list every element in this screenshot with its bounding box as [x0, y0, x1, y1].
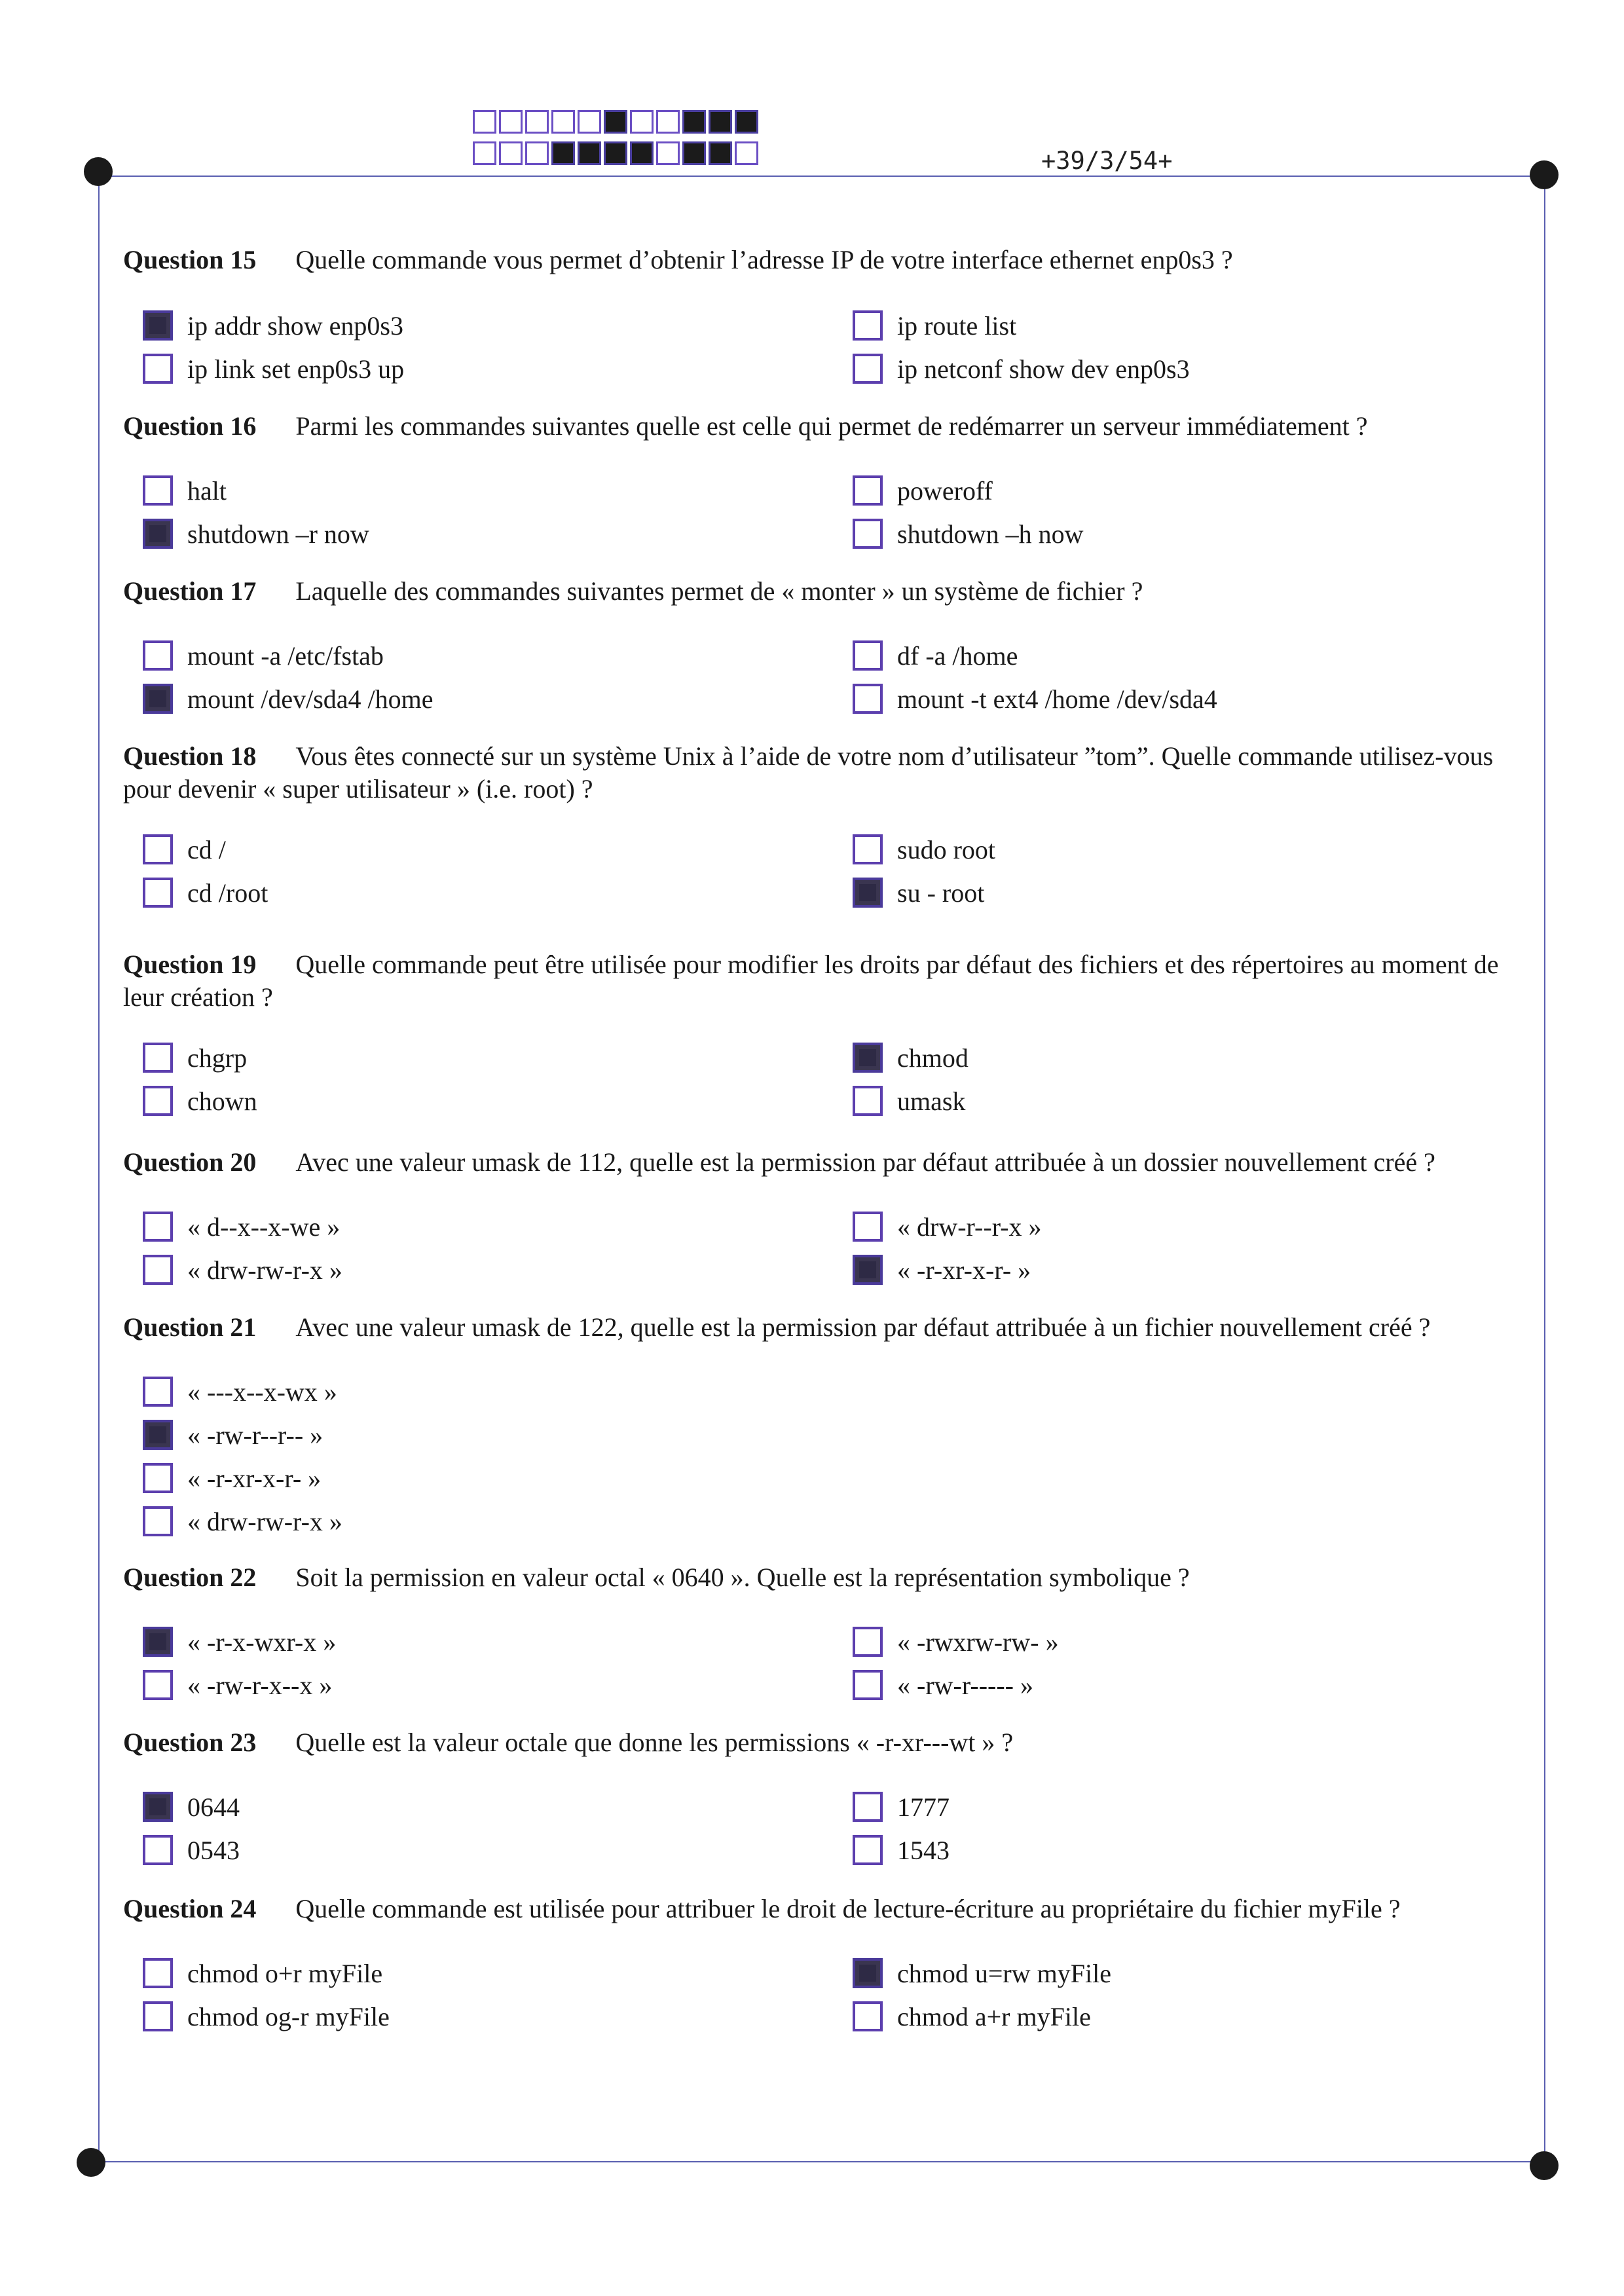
question-stem: Quelle commande peut être utilisée pour modifier les droits par défaut des fichiers et des répertoires au moment de leur création ? — [123, 950, 1499, 1012]
answer-option[interactable] — [143, 1040, 247, 1075]
answer-checkbox-checked[interactable] — [143, 1420, 173, 1450]
answer-text: 0543 — [187, 1835, 240, 1865]
question-label: Question 16 — [123, 411, 257, 441]
code-cell — [682, 110, 706, 134]
answer-checkbox[interactable] — [853, 834, 883, 864]
answer-checkbox[interactable] — [853, 1086, 883, 1116]
answer-option[interactable] — [853, 1209, 1042, 1244]
question-23 — [123, 1726, 1528, 1759]
answer-checkbox[interactable] — [853, 1792, 883, 1822]
answer-checkbox[interactable] — [853, 684, 883, 714]
answer-option[interactable] — [853, 516, 1083, 551]
registration-mark-top-right — [1530, 160, 1559, 189]
answer-checkbox-checked[interactable] — [143, 1627, 173, 1657]
answer-text: chmod — [897, 1043, 969, 1073]
answer-option[interactable] — [853, 1083, 965, 1119]
answer-option[interactable] — [143, 1417, 323, 1453]
answer-text: chmod u=rw myFile — [897, 1958, 1111, 1988]
answer-option[interactable] — [853, 351, 1190, 386]
answer-option[interactable] — [143, 1252, 342, 1287]
answer-checkbox[interactable] — [143, 1958, 173, 1988]
answer-text: df -a /home — [897, 640, 1018, 671]
question-21 — [123, 1311, 1528, 1344]
answer-checkbox[interactable] — [143, 1835, 173, 1865]
question-16 — [123, 410, 1528, 443]
registration-mark-top-left — [84, 157, 113, 186]
answer-checkbox[interactable] — [143, 475, 173, 506]
question-stem: Parmi les commandes suivantes quelle est celle qui permet de redémarrer un serveur immédiatement ? — [295, 411, 1368, 441]
question-18 — [123, 740, 1528, 805]
question-20 — [123, 1146, 1528, 1179]
answer-option[interactable] — [143, 638, 384, 673]
answer-option[interactable] — [853, 1040, 969, 1075]
question-stem: Soit la permission en valeur octal « 0640 ». Quelle est la représentation symbolique ? — [295, 1563, 1190, 1592]
code-cell — [709, 110, 732, 134]
question-stem: Laquelle des commandes suivantes permet de « monter » un système de fichier ? — [295, 576, 1143, 606]
frame-right-line — [1544, 176, 1545, 2162]
code-cell — [735, 141, 758, 165]
code-cell — [473, 141, 496, 165]
answer-text: « d--x--x-we » — [187, 1212, 341, 1242]
answer-checkbox[interactable] — [143, 1255, 173, 1285]
answer-checkbox[interactable] — [143, 1043, 173, 1073]
registration-mark-bottom-left — [77, 2148, 105, 2177]
answer-text: su - root — [897, 878, 985, 908]
answer-option[interactable] — [143, 1083, 257, 1119]
question-stem: Quelle commande est utilisée pour attribuer le droit de lecture-écriture au propriétaire du fichier myFile ? — [295, 1894, 1401, 1923]
answer-checkbox[interactable] — [853, 1212, 883, 1242]
answer-checkbox[interactable] — [143, 878, 173, 908]
question-22 — [123, 1561, 1528, 1594]
code-cell — [604, 141, 627, 165]
question-stem: Avec une valeur umask de 112, quelle est la permission par défaut attribuée à un dossier nouvellement créé ? — [295, 1147, 1435, 1177]
code-cell — [709, 141, 732, 165]
answer-option[interactable] — [143, 473, 227, 508]
answer-checkbox[interactable] — [143, 1212, 173, 1242]
answer-option[interactable] — [143, 1209, 340, 1244]
answer-checkbox[interactable] — [143, 354, 173, 384]
answer-checkbox[interactable] — [853, 519, 883, 549]
answer-text: halt — [187, 475, 227, 506]
answer-text: 1777 — [897, 1792, 950, 1822]
answer-option[interactable] — [143, 1504, 342, 1539]
question-label: Question 20 — [123, 1147, 257, 1177]
answer-checkbox[interactable] — [853, 1670, 883, 1700]
answer-option[interactable] — [143, 1624, 336, 1659]
answer-option[interactable] — [853, 1789, 950, 1824]
answer-option[interactable] — [853, 1624, 1059, 1659]
answer-text: « -r-xr-x-r- » — [187, 1463, 322, 1493]
code-cell — [551, 110, 575, 134]
code-cell — [578, 141, 601, 165]
registration-mark-bottom-right — [1530, 2151, 1559, 2180]
answer-option[interactable] — [853, 1999, 1091, 2034]
answer-text: 0644 — [187, 1792, 240, 1822]
answer-option[interactable] — [143, 1460, 321, 1496]
answer-option[interactable] — [143, 1832, 240, 1868]
question-label: Question 18 — [123, 741, 257, 771]
answer-option[interactable] — [853, 473, 993, 508]
id-code-row-bottom — [473, 141, 761, 165]
answer-checkbox[interactable] — [143, 1463, 173, 1493]
answer-text: « -rw-r-x--x » — [187, 1670, 333, 1700]
question-stem: Quelle est la valeur octale que donne les permissions « -r-xr---wt » ? — [295, 1728, 1014, 1757]
answer-text: sudo root — [897, 834, 995, 864]
answer-option[interactable] — [143, 832, 226, 867]
answer-text: chgrp — [187, 1043, 248, 1073]
answer-option[interactable] — [853, 1832, 950, 1868]
answer-option[interactable] — [143, 308, 403, 343]
question-19 — [123, 948, 1528, 1014]
answer-text: « drw-rw-r-x » — [187, 1255, 342, 1285]
answer-checkbox-checked[interactable] — [853, 878, 883, 908]
answer-checkbox[interactable] — [853, 2001, 883, 2031]
answer-text: chmod o+r myFile — [187, 1958, 383, 1988]
answer-checkbox[interactable] — [143, 1086, 173, 1116]
question-label: Question 23 — [123, 1728, 257, 1757]
question-stem: Avec une valeur umask de 122, quelle est la permission par défaut attribuée à un fichier nouvellement créé ? — [295, 1312, 1431, 1342]
answer-option[interactable] — [143, 1999, 390, 2034]
question-15 — [123, 244, 1528, 276]
answer-checkbox[interactable] — [143, 834, 173, 864]
answer-checkbox[interactable] — [143, 1377, 173, 1407]
answer-text: mount /dev/sda4 /home — [187, 684, 434, 714]
question-label: Question 15 — [123, 245, 257, 274]
answer-text: cd /root — [187, 878, 268, 908]
answer-option[interactable] — [853, 1955, 1111, 1991]
answer-option[interactable] — [853, 308, 1016, 343]
question-label: Question 22 — [123, 1563, 257, 1592]
answer-text: mount -t ext4 /home /dev/sda4 — [897, 684, 1217, 714]
answer-text: « ---x--x-wx » — [187, 1377, 337, 1407]
answer-text: umask — [897, 1086, 966, 1116]
answer-text: shutdown –h now — [897, 519, 1084, 549]
question-label: Question 17 — [123, 576, 257, 606]
answer-text: ip addr show enp0s3 — [187, 310, 403, 341]
question-label: Question 24 — [123, 1894, 257, 1923]
answer-text: « -r-x-wxr-x » — [187, 1627, 337, 1657]
answer-checkbox[interactable] — [853, 1835, 883, 1865]
question-label: Question 19 — [123, 950, 257, 979]
answer-option[interactable] — [853, 1667, 1033, 1703]
answer-option[interactable] — [143, 1955, 382, 1991]
answer-option[interactable] — [143, 875, 268, 910]
frame-top-line — [98, 176, 1545, 177]
code-cell — [656, 110, 680, 134]
answer-text: ip route list — [897, 310, 1017, 341]
answer-checkbox[interactable] — [143, 2001, 173, 2031]
answer-text: « -rw-r--r-- » — [187, 1420, 323, 1450]
question-stem: Vous êtes connecté sur un système Unix à l’aide de votre nom d’utilisateur ”tom”. Quelle commande utilisez-vous pour devenir « super utilisateur » (i.e. root) ? — [123, 741, 1494, 804]
page-id: +39/3/54+ — [1041, 147, 1173, 175]
question-24 — [123, 1893, 1528, 1925]
code-cell — [630, 110, 654, 134]
code-cell — [656, 141, 680, 165]
answer-option[interactable] — [853, 875, 984, 910]
code-cell — [604, 110, 627, 134]
id-code-row-top — [473, 110, 761, 134]
answer-option[interactable] — [143, 351, 404, 386]
code-cell — [630, 141, 654, 165]
question-stem: Quelle commande vous permet d’obtenir l’adresse IP de votre interface ethernet enp0s3 ? — [295, 245, 1233, 274]
code-cell — [682, 141, 706, 165]
answer-checkbox-checked[interactable] — [143, 310, 173, 341]
answer-option[interactable] — [853, 1252, 1031, 1287]
answer-option[interactable] — [143, 681, 434, 716]
answer-text: 1543 — [897, 1835, 950, 1865]
answer-text: ip link set enp0s3 up — [187, 354, 405, 384]
code-cell — [525, 141, 549, 165]
answer-checkbox[interactable] — [143, 640, 173, 671]
answer-checkbox-checked[interactable] — [853, 1958, 883, 1988]
question-label: Question 21 — [123, 1312, 257, 1342]
answer-checkbox-checked[interactable] — [143, 684, 173, 714]
answer-text: mount -a /etc/fstab — [187, 640, 384, 671]
answer-option[interactable] — [853, 638, 1018, 673]
answer-text: chown — [187, 1086, 257, 1116]
answer-text: « -r-xr-x-r- » — [897, 1255, 1031, 1285]
answer-checkbox[interactable] — [853, 310, 883, 341]
answer-text: poweroff — [897, 475, 993, 506]
answer-checkbox[interactable] — [853, 640, 883, 671]
code-cell — [578, 110, 601, 134]
answer-text: « -rw-r----- » — [897, 1670, 1033, 1700]
answer-checkbox[interactable] — [853, 1627, 883, 1657]
answer-text: shutdown –r now — [187, 519, 369, 549]
answer-text: « drw-r--r-x » — [897, 1212, 1042, 1242]
answer-checkbox-checked[interactable] — [143, 1792, 173, 1822]
answer-option[interactable] — [853, 681, 1217, 716]
code-cell — [735, 110, 758, 134]
answer-checkbox-checked[interactable] — [853, 1043, 883, 1073]
answer-checkbox-checked[interactable] — [853, 1255, 883, 1285]
answer-text: ip netconf show dev enp0s3 — [897, 354, 1190, 384]
answer-checkbox[interactable] — [853, 475, 883, 506]
code-cell — [499, 141, 523, 165]
code-cell — [499, 110, 523, 134]
question-17 — [123, 575, 1528, 608]
answer-option[interactable] — [143, 1789, 240, 1824]
frame-left-line — [98, 176, 100, 2162]
code-cell — [551, 141, 575, 165]
answer-checkbox[interactable] — [143, 1670, 173, 1700]
frame-bottom-line — [98, 2161, 1545, 2162]
answer-text: chmod a+r myFile — [897, 2001, 1091, 2031]
answer-text: cd / — [187, 834, 226, 864]
answer-option[interactable] — [143, 1374, 337, 1409]
code-cell — [525, 110, 549, 134]
answer-text: « drw-rw-r-x » — [187, 1506, 342, 1536]
answer-checkbox[interactable] — [143, 1506, 173, 1536]
answer-text: « -rwxrw-rw- » — [897, 1627, 1059, 1657]
answer-checkbox-checked[interactable] — [143, 519, 173, 549]
answer-option[interactable] — [853, 832, 995, 867]
code-cell — [473, 110, 496, 134]
answer-checkbox[interactable] — [853, 354, 883, 384]
answer-text: chmod og-r myFile — [187, 2001, 390, 2031]
answer-option[interactable] — [143, 516, 369, 551]
answer-option[interactable] — [143, 1667, 332, 1703]
